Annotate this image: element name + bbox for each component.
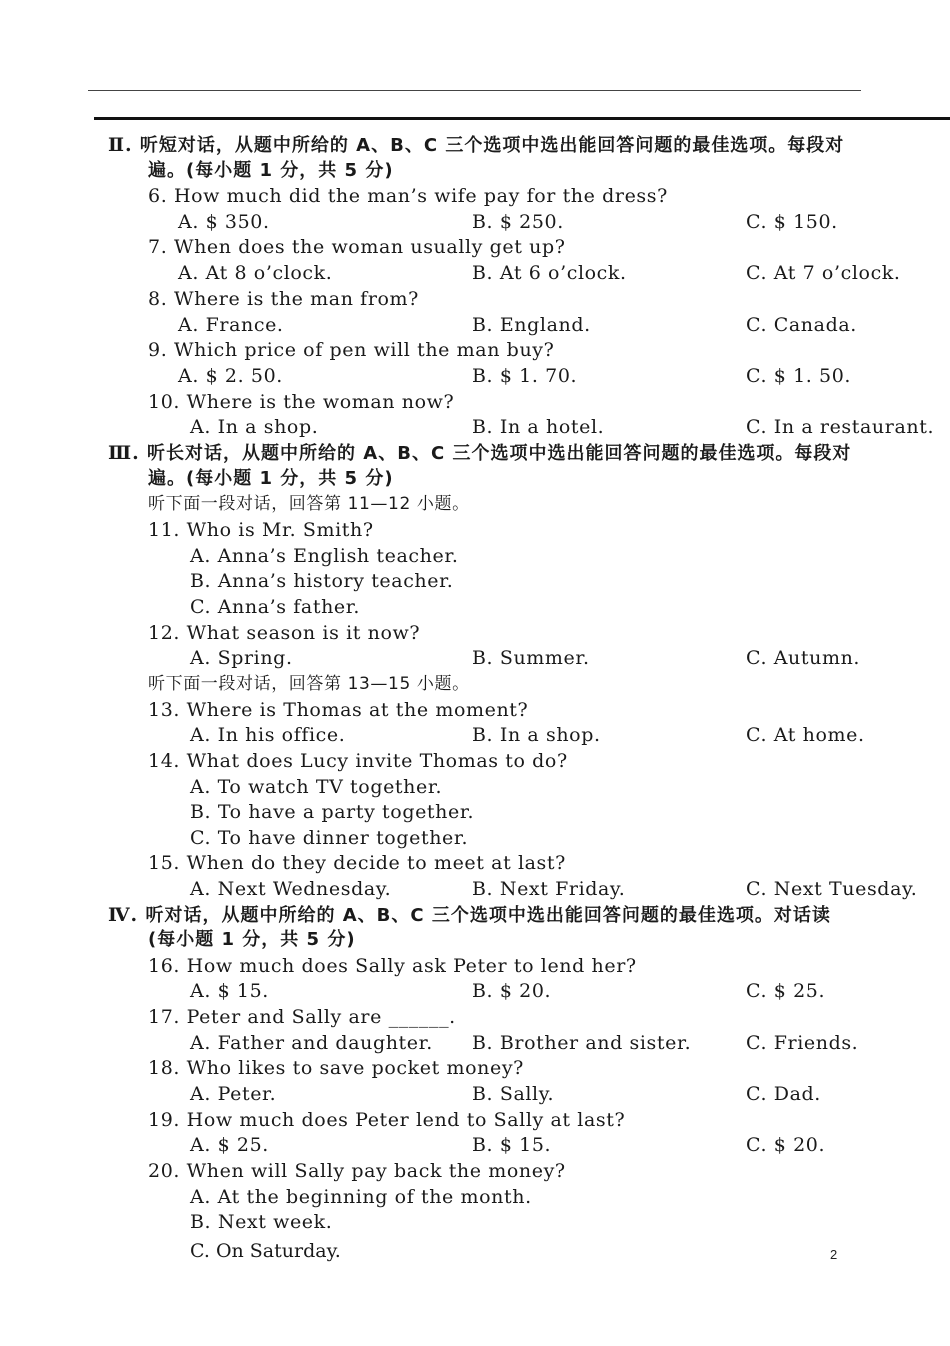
option-b: B. Next Friday. (472, 878, 626, 900)
question-stem: 8. Where is the man from? (148, 288, 419, 310)
page-number: 2 (830, 1247, 838, 1262)
option-a: A. $ 25. (190, 1134, 269, 1156)
option-c: C. On Saturday. (190, 1240, 341, 1262)
option-a: A. Spring. (190, 647, 293, 669)
option-b: B. Anna’s history teacher. (190, 570, 454, 592)
section-title-text: 听对话，从题中所给的 A、B、C 三个选项中选出能回答问题的最佳选项。对话读 (145, 905, 831, 926)
question-stem: 10. Where is the woman now? (148, 391, 455, 413)
section-title-cont: (每小题 1 分，共 5 分) (148, 929, 356, 950)
section-title (108, 903, 831, 928)
option-a: A. France. (178, 314, 284, 336)
section-title-cont: 遍。(每小题 1 分，共 5 分) (148, 468, 394, 489)
option-c: C. $ 1. 50. (746, 365, 852, 387)
question-stem: 15. When do they decide to meet at last? (148, 852, 566, 874)
option-b: B. In a shop. (472, 724, 601, 746)
option-b: B. In a hotel. (472, 416, 605, 438)
question-stem: 12. What season is it now? (148, 622, 421, 644)
option-a: A. Next Wednesday. (190, 878, 392, 900)
question-stem: 19. How much does Peter lend to Sally at last? (148, 1109, 626, 1131)
option-c: C. To have dinner together. (190, 827, 469, 849)
option-b: B. Sally. (472, 1083, 555, 1105)
question-stem: 6. How much did the man’s wife pay for the dress? (148, 185, 668, 207)
option-b: B. $ 20. (472, 980, 552, 1002)
option-a: A. To watch TV together. (190, 776, 443, 798)
option-c: C. In a restaurant. (746, 416, 935, 438)
option-b: B. England. (472, 314, 591, 336)
scanned-exam-page (94, 117, 950, 1262)
cropped-option-c (190, 1239, 390, 1262)
option-c: C. Autumn. (746, 647, 861, 669)
option-b: B. $ 250. (472, 211, 564, 233)
option-c: C. At 7 o’clock. (746, 262, 901, 284)
option-a: A. Anna’s English teacher. (190, 545, 459, 567)
section-title-text: 听短对话，从题中所给的 A、B、C 三个选项中选出能回答问题的最佳选项。每段对 (139, 135, 845, 156)
option-b: B. To have a party together. (190, 801, 475, 823)
option-c: C. Anna’s father. (190, 596, 361, 618)
section-title-cont: 遍。(每小题 1 分，共 5 分) (148, 160, 394, 181)
section-numeral: Ⅲ. (108, 442, 140, 464)
option-c: C. Friends. (746, 1032, 859, 1054)
question-stem: 20. When will Sally pay back the money? (148, 1160, 566, 1182)
option-c: C. $ 150. (746, 211, 838, 233)
option-b: B. $ 1. 70. (472, 365, 578, 387)
option-c: C. Next Tuesday. (746, 878, 918, 900)
question-stem: 17. Peter and Sally are ______. (148, 1006, 456, 1028)
section-numeral: Ⅱ. (108, 134, 133, 156)
option-b: B. Brother and sister. (472, 1032, 692, 1054)
option-a: A. Father and daughter. (190, 1032, 433, 1054)
option-a: A. In his office. (190, 724, 346, 746)
option-a: A. $ 2. 50. (178, 365, 283, 387)
question-stem: 7. When does the woman usually get up? (148, 236, 566, 258)
question-stem: 16. How much does Sally ask Peter to lend her? (148, 955, 637, 977)
option-c: C. At home. (746, 724, 865, 746)
option-c: C. Canada. (746, 314, 857, 336)
question-stem: 9. Which price of pen will the man buy? (148, 339, 555, 361)
option-a: A. $ 350. (178, 211, 270, 233)
section-title (108, 133, 844, 158)
option-a: A. Peter. (190, 1083, 277, 1105)
option-c: C. $ 20. (746, 1134, 826, 1156)
option-b: B. At 6 o’clock. (472, 262, 627, 284)
scan-top-edge (94, 117, 950, 120)
section-title-text: 听长对话，从题中所给的 A、B、C 三个选项中选出能回答问题的最佳选项。每段对 (147, 443, 852, 464)
question-stem: 14. What does Lucy invite Thomas to do? (148, 750, 568, 772)
instruction: 听下面一段对话，回答第 11—12 小题。 (148, 494, 470, 514)
option-c: C. $ 25. (746, 980, 826, 1002)
instruction: 听下面一段对话，回答第 13—15 小题。 (148, 674, 470, 694)
option-a: A. At the beginning of the month. (190, 1186, 532, 1208)
option-b: B. $ 15. (472, 1134, 552, 1156)
option-a: A. At 8 o’clock. (178, 262, 333, 284)
question-stem: 11. Who is Mr. Smith? (148, 519, 374, 541)
option-c: C. Dad. (746, 1083, 821, 1105)
section-numeral: Ⅳ. (108, 904, 139, 926)
question-stem: 13. Where is Thomas at the moment? (148, 699, 529, 721)
section-title (108, 441, 851, 466)
option-a: A. $ 15. (190, 980, 269, 1002)
option-a: A. In a shop. (190, 416, 319, 438)
header-rule (88, 90, 861, 91)
option-b: B. Next week. (190, 1211, 333, 1233)
option-b: B. Summer. (472, 647, 590, 669)
question-stem: 18. Who likes to save pocket money? (148, 1057, 524, 1079)
